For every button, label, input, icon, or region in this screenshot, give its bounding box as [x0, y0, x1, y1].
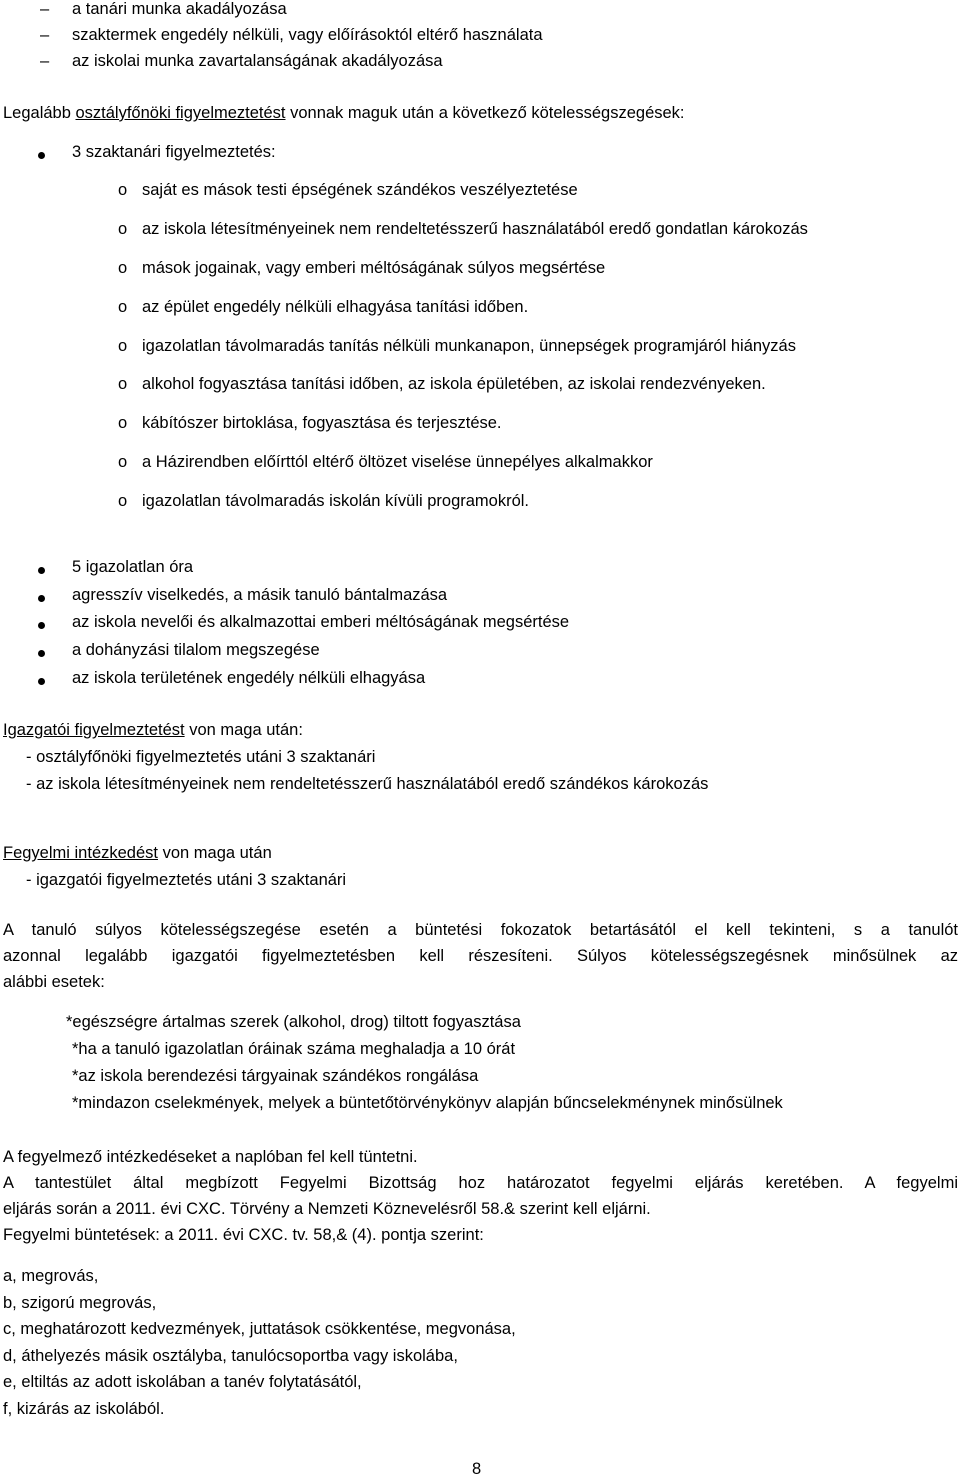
list-item: - az iskola létesítményeinek nem rendeltetésszerű használatából eredő szándékos károkozás: [26, 775, 709, 793]
list-item-text: alkohol fogyasztása tanítási időben, az iskola épületében, az iskolai rendezvényeken.: [142, 375, 766, 393]
heading-suffix: vonnak maguk után a következő kötelességszegések:: [285, 104, 685, 122]
dash-marker: –: [40, 26, 50, 44]
list-item: c, meghatározott kedvezmények, juttatások csökkentése, megvonása,: [3, 1320, 516, 1338]
list-item: *ha a tanuló igazolatlan óráinak száma meghaladja a 10 órát: [72, 1040, 516, 1058]
paragraph-line: alábbi esetek:: [3, 973, 105, 991]
list-item-text: saját es mások testi épségének szándékos veszélyeztetése: [142, 181, 578, 199]
bullet-icon: [38, 152, 45, 159]
list-item-text: szaktermek engedély nélküli, vagy előírásoktól eltérő használata: [72, 26, 543, 44]
bullet-text: az iskola területének engedély nélküli elhagyása: [72, 669, 426, 687]
heading-underlined: osztályfőnöki figyelmeztetést: [75, 104, 286, 122]
list-item-text: igazolatlan távolmaradás iskolán kívüli programokról.: [142, 492, 530, 510]
list-item: b, szigorú megrovás,: [3, 1294, 157, 1312]
list-item: *az iskola berendezési tárgyainak szándékos rongálása: [72, 1067, 479, 1085]
list-item: - osztályfőnöki figyelmeztetés utáni 3 szaktanári: [26, 748, 376, 766]
list-item: [0, 414, 960, 440]
circle-marker: o: [118, 181, 128, 199]
bullet-text: az iskola nevelői és alkalmazottai emberi méltóságának megsértése: [72, 613, 570, 631]
bullet-text: 5 igazolatlan óra: [72, 558, 194, 576]
heading-underlined: Igazgatói figyelmeztetést: [3, 721, 185, 739]
bullet-icon: [38, 650, 45, 657]
list-item-text: kábítószer birtoklása, fogyasztása és terjesztése.: [142, 414, 502, 432]
section-heading: [3, 844, 272, 863]
list-item: e, eltiltás az adott iskolában a tanév folytatásától,: [3, 1373, 362, 1391]
list-item-text: mások jogainak, vagy emberi méltóságának súlyos megsértése: [142, 259, 606, 277]
dash-marker: –: [40, 52, 50, 70]
list-item: a, megrovás,: [3, 1267, 99, 1285]
list-item-text: az épület engedély nélküli elhagyása tanítási időben.: [142, 298, 529, 316]
heading-underlined: Fegyelmi intézkedést: [3, 844, 158, 862]
list-item: [0, 259, 960, 285]
list-item: *egészségre ártalmas szerek (alkohol, drog) tiltott fogyasztása: [66, 1013, 521, 1031]
bullet-text: 3 szaktanári figyelmeztetés:: [72, 143, 276, 161]
list-item-text: a tanári munka akadályozása: [72, 0, 287, 18]
paragraph-line: azonnal legalább igazgatói figyelmeztetésben kell részesíteni. Súlyos kötelességszegésnek minősülnek az: [3, 947, 958, 965]
heading-suffix: von maga után:: [184, 721, 303, 739]
paragraph-line: eljárás során a 2011. évi CXC. Törvény a Nemzeti Köznevelésről 58.& szerint kell eljárni.: [3, 1200, 651, 1218]
heading-prefix: Legalább: [3, 104, 76, 122]
paragraph-line: Fegyelmi büntetések: a 2011. évi CXC. tv. 58,& (4). pontja szerint:: [3, 1226, 484, 1244]
list-item: [0, 181, 960, 207]
circle-marker: o: [118, 375, 128, 393]
circle-marker: o: [118, 492, 128, 510]
circle-marker: o: [118, 453, 128, 471]
list-item: f, kizárás az iskolából.: [3, 1400, 165, 1418]
bullet-text: a dohányzási tilalom megszegése: [72, 641, 320, 659]
bullet-icon: [38, 595, 45, 602]
section-heading: [3, 104, 685, 123]
list-item-text: az iskola létesítményeinek nem rendeltetésszerű használatából eredő gondatlan károkozás: [142, 220, 808, 238]
list-item-text: a Házirendben előírttól eltérő öltözet viselése ünnepélyes alkalmakkor: [142, 453, 653, 471]
paragraph-line: A fegyelmező intézkedéseket a naplóban fel kell tüntetni.: [3, 1148, 418, 1166]
list-item-text: igazolatlan távolmaradás tanítás nélküli munkanapon, ünnepségek programjáról hiányzás: [142, 337, 796, 355]
page-number: 8: [472, 1460, 482, 1478]
list-item: [0, 375, 960, 401]
circle-marker: o: [118, 259, 128, 277]
list-item: [0, 220, 960, 246]
list-item: - igazgatói figyelmeztetés utáni 3 szaktanári: [26, 871, 347, 889]
list-item: [0, 337, 960, 363]
list-item-text: az iskolai munka zavartalanságának akadályozása: [72, 52, 443, 70]
paragraph-line: A tanuló súlyos kötelességszegése esetén a büntetési fokozatok betartásától el kell tekinteni, s a tanulót: [3, 921, 958, 939]
list-item: [0, 453, 960, 479]
circle-marker: o: [118, 298, 128, 316]
circle-marker: o: [118, 220, 128, 238]
bullet-text: agresszív viselkedés, a másik tanuló bántalmazása: [72, 586, 448, 604]
circle-marker: o: [118, 414, 128, 432]
paragraph-line: A tantestület által megbízott Fegyelmi Bizottság hoz határozatot fegyelmi eljárás keretében. A fegyelmi: [3, 1174, 958, 1192]
bullet-icon: [38, 567, 45, 574]
list-item: d, áthelyezés másik osztályba, tanulócsoportba vagy iskolába,: [3, 1347, 458, 1365]
list-item: *mindazon cselekmények, melyek a büntetőtörvénykönyv alapján bűncselekménynek minősülnek: [72, 1094, 783, 1112]
heading-suffix: von maga után: [158, 844, 272, 862]
list-item: [0, 298, 960, 324]
list-item: [0, 492, 960, 518]
circle-marker: o: [118, 337, 128, 355]
bullet-icon: [38, 678, 45, 685]
section-heading: [3, 721, 303, 740]
bullet-icon: [38, 622, 45, 629]
dash-marker: –: [40, 0, 50, 18]
